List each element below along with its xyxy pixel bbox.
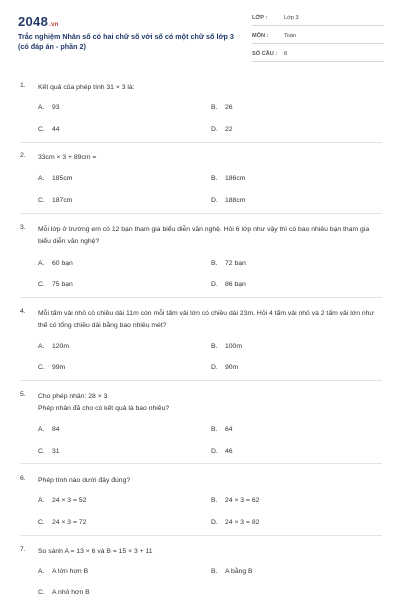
question-divider — [20, 380, 382, 381]
option-text: 99m — [52, 364, 66, 371]
meta-panel — [252, 14, 384, 68]
option-letter: B. — [211, 260, 218, 267]
option-c[interactable] — [38, 519, 86, 526]
option-text: A bằng B — [225, 568, 253, 575]
option-text: 64 — [225, 426, 233, 433]
worksheet-header — [0, 0, 400, 60]
option-c[interactable] — [38, 126, 60, 133]
question-text: Phép tính nào dưới đây đúng? — [38, 477, 131, 484]
meta-value-subject: Toán — [284, 33, 297, 39]
option-c[interactable] — [38, 589, 90, 596]
option-letter: B. — [211, 568, 218, 575]
option-a[interactable] — [38, 343, 69, 350]
question-text: 33cm × 3 + 89cm = — [38, 154, 97, 161]
option-text: 72 bạn — [225, 260, 246, 267]
question-text: Cho phép nhân: 28 × 3 — [38, 393, 108, 400]
option-text: 84 — [52, 426, 60, 433]
option-b[interactable] — [211, 175, 245, 182]
question-divider — [20, 463, 382, 464]
option-c[interactable] — [38, 281, 73, 288]
option-a[interactable] — [38, 568, 88, 575]
question-text: Mỗi tấm vải nhỏ có chiều dài 11m còn mỗi tấm vải lớn có chiều dài 23m. Hỏi 4 tấm vải nhỏ và 2 tấm vải lớn như thế có tổng chiều dài bằng bao nhiêu mét? — [38, 310, 374, 329]
meta-row-subject — [252, 32, 384, 44]
option-c[interactable] — [38, 448, 60, 455]
site-logo[interactable] — [18, 14, 59, 29]
option-a[interactable] — [38, 104, 60, 111]
meta-label-subject: MÔN : — [252, 33, 269, 39]
option-b[interactable] — [211, 104, 233, 111]
option-letter: A. — [38, 343, 45, 350]
question-divider — [20, 297, 382, 298]
option-b[interactable] — [211, 260, 246, 267]
option-text: 90m — [225, 364, 239, 371]
option-a[interactable] — [38, 426, 60, 433]
option-letter: B. — [211, 104, 218, 111]
option-b[interactable] — [211, 497, 259, 504]
option-text: 24 × 3 = 62 — [225, 497, 260, 504]
question-number: 6. — [20, 475, 26, 482]
option-letter: A. — [38, 175, 45, 182]
option-letter: C. — [38, 519, 45, 526]
option-letter: B. — [211, 426, 218, 433]
option-text: 188cm — [225, 197, 246, 204]
option-text: 75 bạn — [52, 281, 73, 288]
option-text: 93 — [52, 104, 60, 111]
question-number: 2. — [20, 152, 26, 159]
option-letter: D. — [211, 197, 218, 204]
option-letter: B. — [211, 497, 218, 504]
meta-row-class — [252, 14, 384, 26]
option-text: 100m — [225, 343, 243, 350]
question-number: 7. — [20, 546, 26, 553]
option-text: 24 × 3 = 52 — [52, 497, 87, 504]
option-text: 26 — [225, 104, 233, 111]
option-letter: A. — [38, 568, 45, 575]
option-letter: C. — [38, 126, 45, 133]
option-text: A lớn hơn B — [52, 568, 89, 575]
question-divider — [20, 213, 382, 214]
option-text: 44 — [52, 126, 60, 133]
option-letter: A. — [38, 497, 45, 504]
option-d[interactable] — [211, 519, 259, 526]
option-letter: C. — [38, 197, 45, 204]
question-number: 3. — [20, 224, 26, 231]
option-a[interactable] — [38, 260, 73, 267]
option-b[interactable] — [211, 343, 242, 350]
question-divider — [20, 535, 382, 536]
meta-value-class: Lớp 3 — [284, 15, 299, 21]
option-letter: D. — [211, 364, 218, 371]
option-d[interactable] — [211, 364, 238, 371]
option-a[interactable] — [38, 175, 72, 182]
option-letter: B. — [211, 343, 218, 350]
option-text: 24 × 3 = 82 — [225, 519, 260, 526]
option-letter: C. — [38, 589, 45, 596]
option-letter: C. — [38, 364, 45, 371]
option-d[interactable] — [211, 281, 246, 288]
option-letter: A. — [38, 104, 45, 111]
option-letter: A. — [38, 260, 45, 267]
meta-row-count — [252, 50, 384, 62]
option-letter: D. — [211, 281, 218, 288]
option-text: 86 bạn — [225, 281, 246, 288]
option-letter: A. — [38, 426, 45, 433]
option-text: 46 — [225, 448, 233, 455]
question-subtext: Phép nhân đã cho có kết quả là bao nhiêu? — [38, 405, 170, 412]
option-text: 120m — [52, 343, 70, 350]
option-letter: C. — [38, 281, 45, 288]
option-text: 31 — [52, 448, 60, 455]
option-d[interactable] — [211, 197, 245, 204]
option-text: 186cm — [225, 175, 246, 182]
option-letter: B. — [211, 175, 218, 182]
option-b[interactable] — [211, 568, 253, 575]
option-text: 60 bạn — [52, 260, 73, 267]
option-text: A nhỏ hơn B — [52, 589, 90, 596]
option-a[interactable] — [38, 497, 86, 504]
option-letter: D. — [211, 126, 218, 133]
option-b[interactable] — [211, 426, 233, 433]
option-c[interactable] — [38, 364, 65, 371]
question-number: 5. — [20, 391, 26, 398]
meta-label-class: LỚP : — [252, 15, 268, 21]
option-d[interactable] — [211, 126, 233, 133]
meta-label-count: SỐ CÂU : — [252, 51, 278, 57]
logo-text: 2048 — [18, 14, 49, 29]
option-text: 22 — [225, 126, 233, 133]
question-text: Kết quả của phép tính 31 × 3 là: — [38, 84, 135, 91]
question-text: So sánh A = 13 × 6 và B = 15 × 3 + 11 — [38, 548, 153, 555]
question-divider — [20, 142, 382, 143]
question-number: 1. — [20, 82, 26, 89]
option-letter: D. — [211, 448, 218, 455]
document-title: Trắc nghiệm Nhân số có hai chữ số với số có một chữ số lớp 3 (có đáp án - phần 2) — [18, 32, 234, 51]
question-number: 4. — [20, 308, 26, 315]
option-letter: C. — [38, 448, 45, 455]
option-text: 24 × 3 = 72 — [52, 519, 87, 526]
option-text: 187cm — [52, 197, 73, 204]
option-text: 185cm — [52, 175, 73, 182]
question-text: Mỗi lớp ở trường em có 12 bạn tham gia biểu diễn văn nghệ. Hỏi 6 lớp như vậy thì có bao nhiêu bạn tham gia biểu diễn văn nghệ? — [38, 226, 370, 245]
option-d[interactable] — [211, 448, 233, 455]
meta-value-count: 8 — [284, 51, 288, 57]
option-c[interactable] — [38, 197, 72, 204]
option-letter: D. — [211, 519, 218, 526]
logo-suffix: .vn — [49, 22, 59, 28]
